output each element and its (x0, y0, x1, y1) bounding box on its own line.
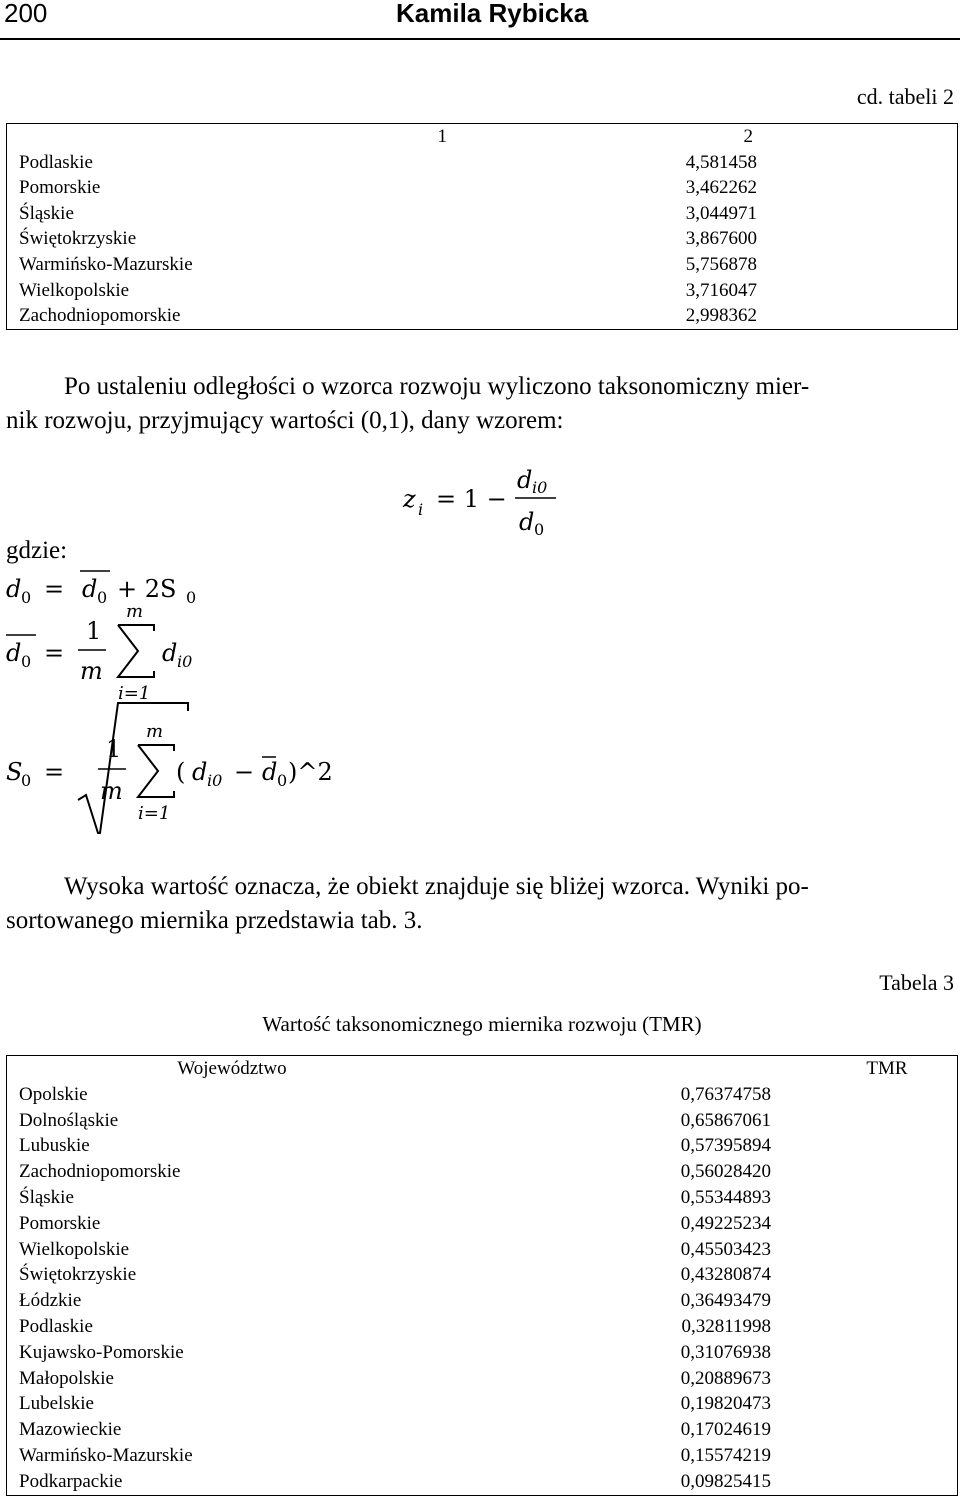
formula-d0-mean (6, 601, 192, 704)
running-head-author: Kamila Rybicka (396, 0, 589, 28)
gdzie-label: gdzie: (6, 537, 68, 564)
formula-text: 1 (106, 735, 122, 763)
table-row (7, 1417, 958, 1443)
table2 (6, 123, 958, 330)
table-row (7, 1366, 958, 1392)
region-name-cell: Zachodniopomorskie (19, 1161, 181, 1183)
table-row (7, 1108, 958, 1134)
region-name-cell: Zachodniopomorskie (19, 305, 181, 327)
value-cell: 0,36493479 (680, 1290, 771, 1312)
region-name-cell: Wielkopolskie (19, 1238, 130, 1260)
table-row (7, 175, 958, 201)
table-row (7, 150, 958, 176)
paragraph-line: nik rozwoju, przyjmujący wartości (0,1), dany wzorem: (6, 407, 564, 434)
paragraph-line: Po ustaleniu odległości o wzorca rozwoju wyliczono taksonomiczny mier- (64, 373, 810, 400)
table2-continuation-label: cd. tabeli 2 (856, 84, 954, 109)
value-cell: 0,49225234 (680, 1212, 771, 1234)
table-row (7, 1314, 958, 1340)
svg-text:0: 0 (97, 588, 108, 607)
value-cell: 3,716047 (685, 279, 757, 301)
region-name-cell: Dolnośląskie (19, 1109, 119, 1131)
region-name-cell: Pomorskie (19, 1212, 101, 1234)
column-header: 1 (437, 126, 447, 147)
svg-text:d: d (6, 575, 22, 603)
table-header-row (7, 1056, 958, 1082)
value-cell: 3,867600 (685, 228, 757, 250)
formula-text: = 1 − (436, 485, 507, 513)
svg-text:d: d (82, 575, 98, 603)
table3-body (7, 1056, 958, 1496)
column-header: Województwo (177, 1058, 287, 1079)
formula-zi (402, 466, 556, 539)
value-cell: 0,55344893 (680, 1186, 771, 1208)
svg-text:−: − (234, 758, 255, 786)
table-row (7, 1469, 958, 1495)
table-header-row (7, 124, 958, 150)
column-header: 2 (743, 126, 753, 147)
page-header (0, 0, 960, 40)
sqrt-icon (78, 703, 188, 833)
region-name-cell: Świętokrzyskie (19, 1264, 137, 1286)
sum-lower: i=1 (138, 803, 171, 824)
svg-text:S: S (6, 758, 23, 786)
value-cell: 0,17024619 (680, 1419, 771, 1441)
svg-text:0: 0 (186, 588, 197, 607)
formula-block (0, 455, 960, 845)
value-cell: 3,044971 (685, 202, 757, 224)
region-name-cell: Mazowieckie (19, 1419, 122, 1441)
region-name-cell: Warmińsko-Mazurskie (19, 253, 193, 275)
paragraph-intro (6, 370, 956, 438)
svg-text:=: = (44, 575, 65, 603)
value-cell: 0,31076938 (680, 1341, 771, 1363)
region-name-cell: Pomorskie (19, 177, 101, 199)
header-rule (0, 38, 960, 40)
value-cell: 0,09825415 (680, 1470, 771, 1492)
paragraph-line: Wysoka wartość oznacza, że obiekt znajduje się bliżej wzorca. Wyniki po- (64, 873, 809, 900)
value-cell: 0,20889673 (680, 1367, 771, 1389)
region-name-cell: Podlaskie (19, 151, 93, 173)
formula-text: )^2 (288, 758, 333, 786)
region-name-cell: Opolskie (19, 1083, 88, 1105)
formula-text: 1 (86, 617, 102, 645)
svg-text:0: 0 (21, 652, 32, 671)
table-row (7, 1340, 958, 1366)
formula-text: i (418, 500, 424, 519)
svg-text:=: = (44, 639, 65, 667)
value-cell: 0,56028420 (680, 1161, 771, 1183)
sum-lower: i=1 (118, 683, 151, 704)
svg-text:0: 0 (21, 588, 32, 607)
table-row (7, 1185, 958, 1211)
formula-text: d (517, 466, 533, 494)
formula-text: 0 (534, 520, 545, 539)
svg-text:0: 0 (21, 771, 32, 790)
value-cell: 0,45503423 (680, 1238, 771, 1260)
svg-text:d: d (162, 639, 178, 667)
value-cell: 2,998362 (685, 305, 757, 327)
table-row (7, 303, 958, 329)
region-name-cell: Lubuskie (19, 1135, 90, 1157)
formula-text: i0 (532, 478, 548, 497)
page-number: 200 (4, 0, 48, 28)
sigma-icon (118, 625, 154, 677)
value-cell: 0,57395894 (680, 1135, 771, 1157)
region-name-cell: Wielkopolskie (19, 279, 130, 301)
region-name-cell: Małopolskie (19, 1367, 114, 1389)
formula-d0 (6, 571, 196, 607)
table-row (7, 1237, 958, 1263)
svg-text:d: d (262, 758, 278, 786)
svg-text:i0: i0 (177, 652, 193, 671)
region-name-cell: Śląskie (19, 202, 74, 224)
table2-body (7, 124, 958, 330)
paragraph-result (6, 870, 956, 938)
formula-text: m (80, 657, 103, 685)
region-name-cell: Świętokrzyskie (19, 228, 137, 250)
table3-title: Wartość taksonomicznego miernika rozwoju (TMR) (262, 1012, 702, 1036)
value-cell: 4,581458 (685, 151, 757, 173)
value-cell: 0,15574219 (680, 1444, 771, 1466)
region-name-cell: Podkarpackie (19, 1470, 123, 1492)
svg-text:i0: i0 (207, 771, 223, 790)
svg-text:=: = (44, 758, 65, 786)
table-row (7, 226, 958, 252)
formula-text: + 2S (117, 575, 177, 603)
formula-text: m (100, 777, 123, 805)
formula-s0 (6, 703, 333, 833)
svg-text:d: d (6, 639, 22, 667)
column-header: TMR (866, 1058, 908, 1079)
table-row (7, 252, 958, 278)
table-row (7, 1159, 958, 1185)
value-cell: 0,32811998 (681, 1315, 771, 1337)
value-cell: 0,65867061 (680, 1109, 771, 1131)
value-cell: 3,462262 (685, 177, 757, 199)
table-row (7, 201, 958, 227)
formula-text: z (403, 485, 416, 513)
table3-label: Tabela 3 (879, 970, 954, 995)
region-name-cell: Podlaskie (19, 1315, 93, 1337)
sum-upper: m (126, 601, 144, 622)
formula-text: d (519, 508, 535, 536)
table-row (7, 1262, 958, 1288)
sigma-icon (138, 745, 174, 797)
sum-upper: m (146, 721, 164, 742)
region-name-cell: Łódzkie (19, 1290, 82, 1312)
paragraph-line: sortowanego miernika przedstawia tab. 3. (6, 907, 423, 934)
table-row (7, 1211, 958, 1237)
table3 (6, 1055, 958, 1496)
region-name-cell: Lubelskie (19, 1393, 94, 1415)
region-name-cell: Śląskie (19, 1186, 74, 1208)
region-name-cell: Kujawsko-Pomorskie (19, 1341, 184, 1363)
table-row (7, 278, 958, 304)
table-row (7, 1391, 958, 1417)
value-cell: 0,76374758 (680, 1083, 771, 1105)
table-row (7, 1082, 958, 1108)
table-row (7, 1133, 958, 1159)
value-cell: 0,19820473 (680, 1393, 771, 1415)
value-cell: 0,43280874 (680, 1264, 771, 1286)
region-name-cell: Warmińsko-Mazurskie (19, 1444, 193, 1466)
svg-text:(: ( (176, 758, 186, 786)
svg-text:0: 0 (277, 771, 288, 790)
table-row (7, 1288, 958, 1314)
table-row (7, 1443, 958, 1469)
value-cell: 5,756878 (685, 253, 757, 275)
svg-text:d: d (192, 758, 208, 786)
